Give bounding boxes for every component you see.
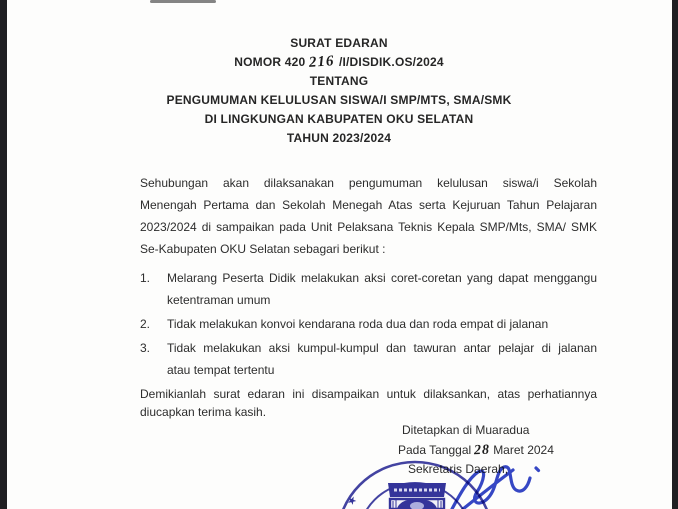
seal-star-icon: ★: [344, 493, 361, 509]
opening-paragraph: [140, 172, 597, 260]
letter-number-suffix: /I/DISDIK.OS/2024: [338, 55, 444, 69]
closing-line: diucapkan terima kasih.: [140, 405, 267, 419]
date-suffix: Maret 2024: [493, 442, 554, 457]
letter-header: [104, 34, 574, 148]
signature-place-line: Ditetapkan di Muaradua: [402, 423, 530, 437]
list-item-text: ketentraman umum: [167, 293, 271, 307]
letter-number-line: [104, 53, 574, 72]
opening-line: 2023/2024 di sampaikan pada Unit Pelaksana Teknis Kepala SMP/Mts, SMA/ SMK: [140, 220, 597, 234]
closing-paragraph: [140, 385, 597, 421]
list-item-2: [140, 313, 597, 335]
photo-edge-left: [0, 0, 7, 509]
closing-line: Demikianlah surat edaran ini disampaikan untuk dilaksankan, atas perhatiannya: [140, 387, 597, 401]
about-label: TENTANG: [309, 74, 369, 88]
ink-signature: [425, 450, 550, 509]
list-item-text: Melarang Peserta Didik melakukan aksi coret-coretan yang dapat menggangu: [167, 271, 597, 285]
date-prefix: Pada Tanggal: [398, 442, 472, 457]
opening-line: Sehubungan akan dilaksanakan pengumuman kelulusan siswa/i Sekolah: [140, 176, 597, 190]
letter-number-prefix: NOMOR 420: [234, 55, 306, 69]
photo-edge-right: [672, 0, 678, 509]
list-item-number: 2.: [140, 317, 151, 331]
list-item-text: atau tempat tertentu: [167, 363, 275, 377]
subject-line-1: PENGUMUMAN KELULUSAN SISWA/I SMP/MTS, SMA/SMK: [166, 93, 512, 107]
list-item-text: Tidak melakukan aksi kumpul-kumpul dan tawuran antar pelajar di jalanan: [167, 341, 597, 355]
scan-artifact-smudge: [150, 0, 216, 3]
handwritten-date: 28: [473, 442, 491, 458]
list-item-text: Tidak melakukan konvoi kendarana roda dua dan roda empat di jalanan: [167, 317, 549, 331]
subject-line-2: DI LINGKUNGAN KABUPATEN OKU SELATAN: [204, 112, 474, 126]
handwritten-letter-number: 216: [308, 53, 336, 71]
list-item-number: 1.: [140, 271, 151, 285]
list-item-3: [140, 337, 597, 381]
letter-title: SURAT EDARAN: [290, 36, 388, 50]
list-item-1: [140, 267, 597, 311]
subject-line-3: TAHUN 2023/2024: [286, 131, 392, 145]
opening-line: Se-Kabupaten OKU Selatan sebagari berikut :: [140, 242, 386, 256]
list-item-number: 3.: [140, 341, 151, 355]
opening-line: Menengah Pertama dan Sekolah Menegah Atas serta Kejuruan Tahun Pelajaran: [140, 198, 597, 212]
signature-role-line: Sekretaris Daerah,: [408, 462, 509, 476]
